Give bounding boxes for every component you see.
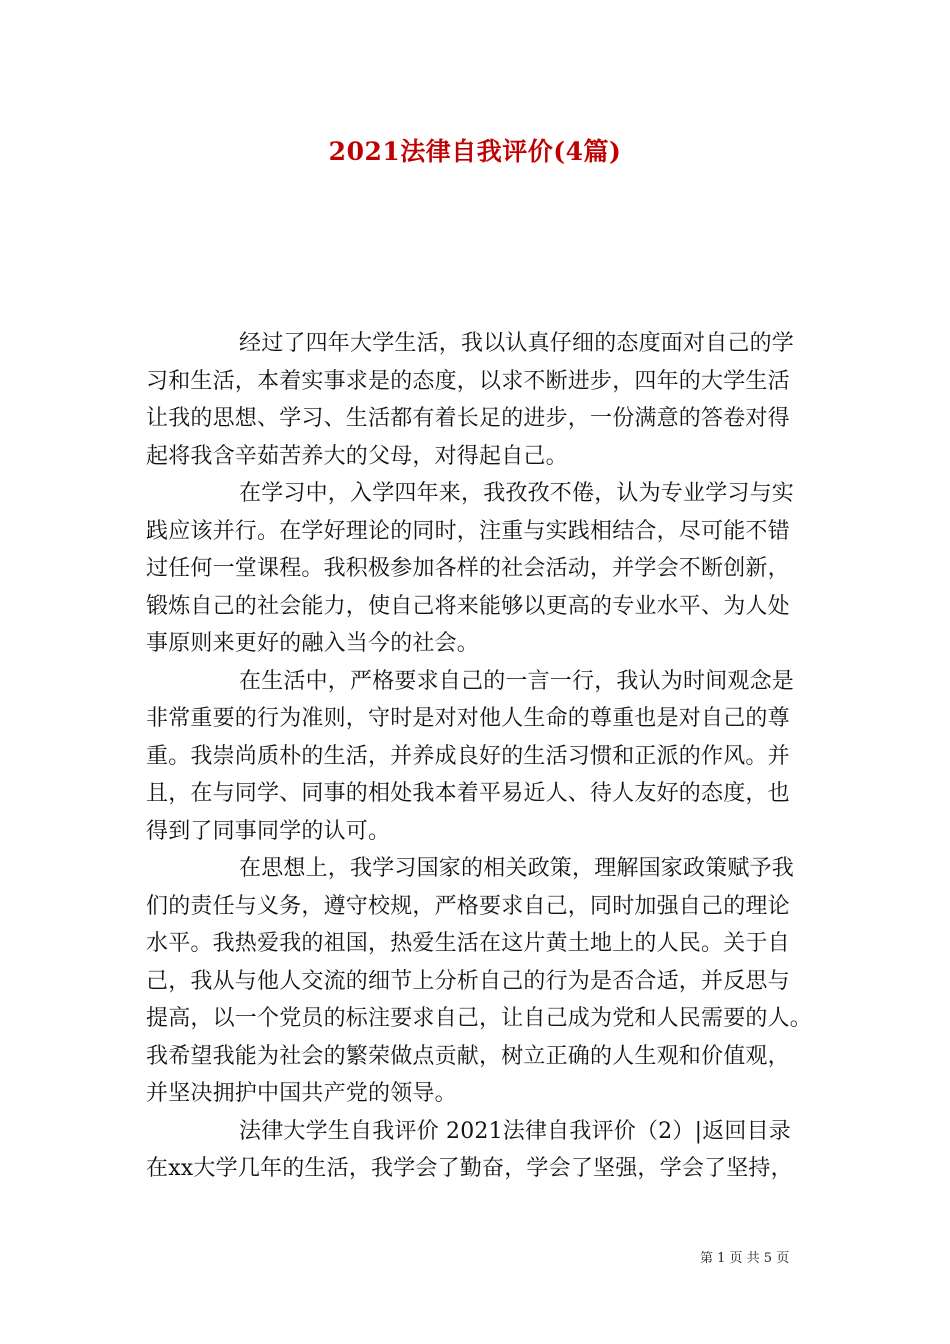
text-line: 水平。我热爱我的祖国，热爱生活在这片黄土地上的人民。关于自: [146, 931, 790, 956]
text-line: 们的责任与义务，遵守校规，严格要求自己，同时加强自己的理论: [146, 893, 790, 919]
text-line: 重。我崇尚质朴的生活，并养成良好的生活习惯和正派的作风。并: [146, 743, 790, 769]
text-line: 在生活中，严格要求自己的一言一行，我认为时间观念是: [239, 668, 795, 694]
text-line: 提高，以一个党员的标注要求自己，让自己成为党和人民需要的人。: [146, 1006, 813, 1031]
text-line: 让我的思想、学习、生活都有着长足的进步，一份满意的答卷对得: [146, 406, 790, 431]
text-line: 过任何一堂课程。我积极参加各样的社会活动，并学会不断创新，: [146, 556, 790, 581]
text-line: 起将我含辛茹苦养大的父母，对得起自己。: [146, 443, 568, 469]
text-line: 在学习中，入学四年来，我孜孜不倦，认为专业学习与实: [239, 481, 795, 506]
text-line: 践应该并行。在学好理论的同时，注重与实践相结合，尽可能不错: [146, 518, 790, 544]
text-line: 法律大学生自我评价 2021法律自我评价（2）|返回目录: [239, 1118, 791, 1144]
text-line: 且，在与同学、同事的相处我本着平易近人、待人友好的态度，也: [146, 781, 790, 806]
text-line: 并坚决拥护中国共产党的领导。: [146, 1081, 457, 1106]
text-line: 经过了四年大学生活，我以认真仔细的态度面对自己的学: [239, 331, 795, 356]
page-footer: 第 1 页 共 5 页: [700, 1251, 790, 1266]
text-line: 在思想上，我学习国家的相关政策，理解国家政策赋予我: [239, 856, 795, 881]
text-line: 得到了同事同学的认可。: [146, 818, 391, 844]
document-body: [146, 325, 814, 1188]
text-line: 锻炼自己的社会能力，使自己将来能够以更高的专业水平、为人处: [146, 593, 790, 619]
text-line: 非常重要的行为准则，守时是对对他人生命的尊重也是对自己的尊: [146, 706, 790, 731]
text-line: 在xx大学几年的生活，我学会了勤奋，学会了坚强，学会了坚持，: [146, 1156, 793, 1181]
document-title: 2021法律自我评价(4篇): [328, 137, 622, 166]
text-line: 己，我从与他人交流的细节上分析自己的行为是否合适，并反思与: [146, 968, 790, 994]
text-line: 我希望我能为社会的繁荣做点贡献，树立正确的人生观和价值观，: [146, 1043, 790, 1069]
text-line: 事原则来更好的融入当今的社会。: [146, 631, 480, 656]
text-line: 习和生活，本着实事求是的态度，以求不断进步，四年的大学生活: [146, 368, 790, 394]
